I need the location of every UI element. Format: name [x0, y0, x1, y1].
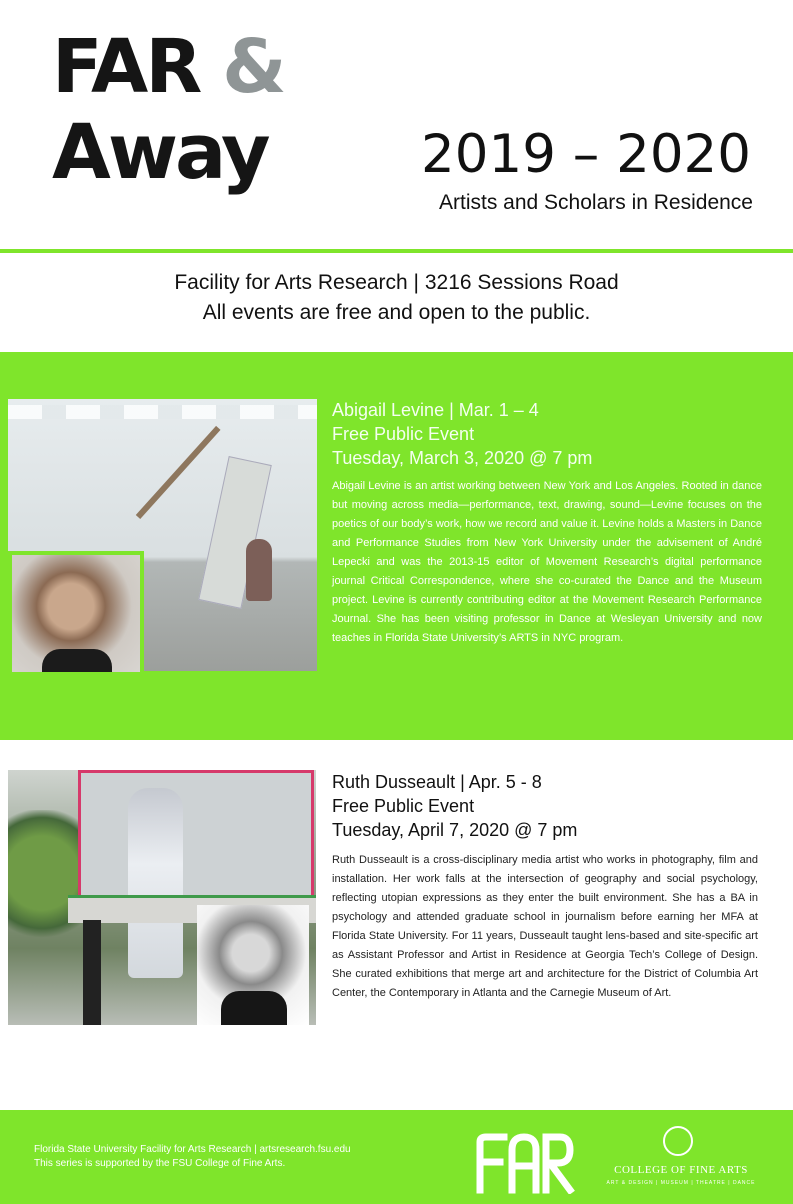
logo-away-text: Away	[52, 107, 268, 196]
season-years: 2019 – 2020	[421, 124, 751, 185]
event-1-datetime: Tuesday, March 3, 2020 @ 7 pm	[332, 448, 593, 468]
footer-support-line: This series is supported by the FSU College of Fine Arts.	[34, 1158, 286, 1169]
masked-figure	[128, 788, 183, 978]
college-of-fine-arts-logo	[603, 1126, 759, 1196]
far-and-away-logo	[52, 24, 312, 230]
event-2-datetime: Tuesday, April 7, 2020 @ 7 pm	[332, 820, 578, 840]
event-1-name-dates: Abigail Levine | Mar. 1 – 4	[332, 400, 539, 420]
college-seal-icon	[663, 1126, 693, 1156]
event-1-type: Free Public Event	[332, 424, 475, 444]
event-2-details	[332, 770, 758, 1003]
far-logo	[474, 1132, 576, 1194]
college-departments: ART & DESIGN | MUSEUM | THEATRE | DANCE	[606, 1180, 756, 1186]
footer-credit-line: Florida State University Facility for Arts Research | artsresearch.fsu.edu	[34, 1144, 351, 1155]
event-1-bio: Abigail Levine is an artist working between New York and Los Angeles. Rooted in dance but moving across media—performance, text, drawing, sound—Levine focuses on the poetics of our body’s work, how we record and value it. Levine holds a Masters in Dance and Performance Studies from New York University under the advisement of André Lepecki and was the 2013-15 editor of Movement Research’s digital performance journal Critical Correspondence, where she co-curated the Dance and the Museum project. Levine is currently contributing editor at the Movement Research Performance Journal. She has been visiting professor in Dance at Wesleyan University and now teaches in Florida State University’s ARTS in NYC program.	[332, 480, 762, 644]
far-logo-text: FAR	[474, 1132, 476, 1133]
event-1-details	[332, 398, 762, 648]
event-2-type: Free Public Event	[332, 796, 475, 816]
event-2-name-dates: Ruth Dusseault | Apr. 5 - 8	[332, 772, 542, 792]
wooden-pole	[136, 426, 221, 519]
ceiling-lights	[8, 405, 317, 419]
logo-line-1	[52, 24, 284, 110]
footer	[0, 1110, 793, 1204]
window-frame	[78, 770, 314, 906]
portrait-clothing	[42, 649, 112, 676]
logo-ampersand: &	[222, 24, 284, 110]
public-notice: All events are free and open to the public.	[202, 301, 591, 324]
header-divider	[0, 249, 793, 253]
event-2-bio: Ruth Dusseault is a cross-disciplinary media artist who works in photography, film and installation. Her work falls at the intersection of geography and social psychology, reflecting utopian expressions as they enter the built environment. She has a BA in psychology and attended graduate school in journalism before earning her MFA at Florida State University. For 11 years, Dusseault taught lens-based and site-specific art as Assistant Professor and Artist in Residence at Georgia Tech’s College of Design. She curated exhibitions that merge art and architecture for the District of Columbia Art Center, the Contemporary in Atlanta and the Carnegie Museum of Art.	[332, 854, 758, 999]
portrait-abigail-levine	[8, 551, 144, 676]
portrait-ruth-dusseault	[197, 905, 309, 1025]
venue-address: Facility for Arts Research | 3216 Sessions Road	[174, 271, 619, 294]
college-name: COLLEGE OF FINE ARTS	[614, 1164, 748, 1176]
logo-far-text: FAR	[52, 24, 200, 110]
season-subtitle: Artists and Scholars in Residence	[439, 191, 753, 214]
performer-figure	[246, 539, 272, 601]
platform-leg-left	[83, 920, 101, 1025]
portrait-clothing	[221, 991, 287, 1025]
